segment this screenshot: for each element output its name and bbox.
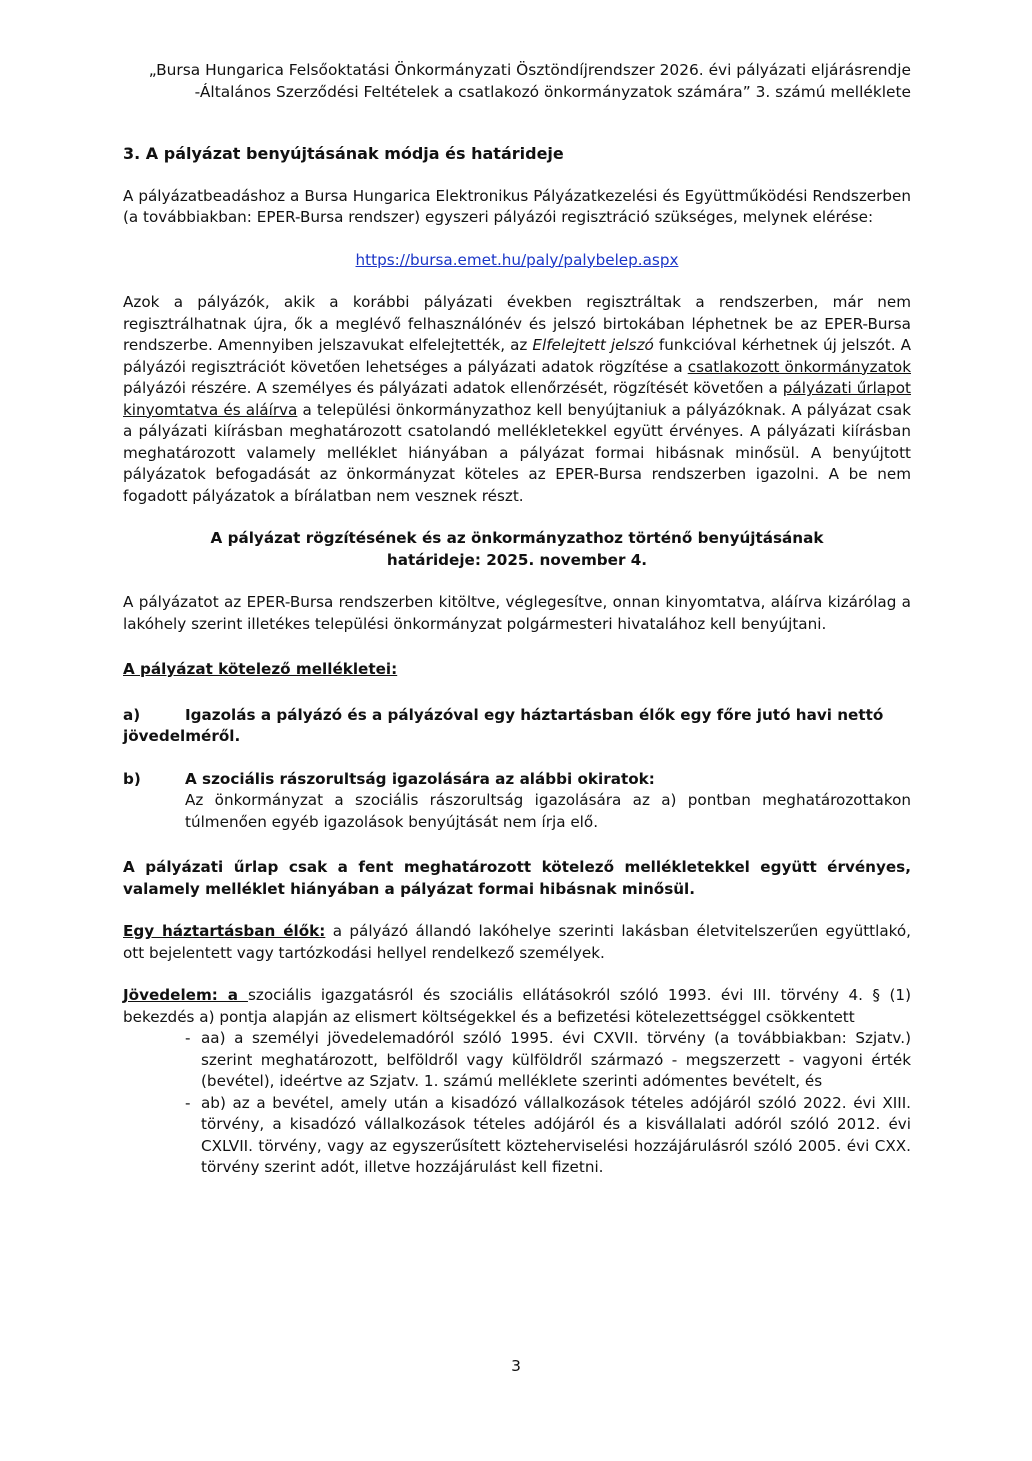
page-number: 3 <box>511 1357 521 1375</box>
text-run: funkcióval kérhetnek új jelszót. A pályázói regisztrációt követően lehetséges a pályázati adatok rögzítése a <box>123 336 911 376</box>
attachment-b-label: b) <box>123 769 141 788</box>
attachment-a-title: Igazolás a pályázó és a pályázóval egy háztartásban élők egy főre jutó havi nettó jövedelméről. <box>123 705 884 745</box>
income-list-item-ab <box>185 1093 911 1179</box>
print-sign-form-term: pályázati űrlapot kinyomtatva és aláírva <box>123 379 911 419</box>
text-run: Azok a pályázók, akik a korábbi pályázati években regisztráltak a rendszerben, már nem regisztrálhatnak újra, ők a meglévő felhasználónév és jelszó birtokában léphetnek be az EPER-Bursa rendszerbe. Amennyiben jelszavukat elfelejtették, az <box>123 293 911 354</box>
income-definition <box>123 985 911 1028</box>
attachments-title: A pályázat kötelező mellékletei: <box>123 660 398 678</box>
household-term: Egy háztartásban élők: <box>123 922 326 940</box>
document-header: „Bursa Hungarica Felsőoktatási Önkormányzati Ösztöndíjrendszer 2026. évi pályázati eljárásrendje -Általános Szerződési Feltételek a csatlakozó önkormányzatok számára” 3. számú melléklete <box>148 61 911 101</box>
attachment-item-b <box>123 769 911 834</box>
attachment-b-content <box>185 769 911 834</box>
income-list-item-aa <box>185 1028 911 1093</box>
text-run: a települési önkormányzathoz kell benyújtaniuk a pályázóknak. A pályázat csak a pályázati kiírásban meghatározott csatolandó mellékletekkel együtt érvényes. A pályázati kiírásban meghatározott valamely melléklet hiányában a pályázat formai hibásnak minősül. A benyújtott pályázatok befogadását az önkormányzat köteles az EPER-Bursa rendszerben igazolni. A be nem fogadott pályázatok a bírálatban nem vesznek részt. <box>123 400 911 505</box>
forgot-password-term: Elfelejtett jelszó <box>532 336 654 354</box>
registration-paragraph <box>123 292 911 507</box>
income-item-aa-text: aa) a személyi jövedelemadóról szóló 1995. évi CXVII. törvény (a továbbiakban: Szjatv.) szerint meghatározott, belföldről vagy külföldről származó - megszerzett - vagyoni érték (bevétel), ideértve az Szjatv. 1. számú melléklete szerinti adómentes bevételt, és <box>201 1029 911 1090</box>
joined-municipalities-term: csatlakozott önkormányzatok <box>687 357 911 376</box>
income-list <box>185 1028 911 1179</box>
income-item-ab-text: ab) az a bevétel, amely után a kisadózó vállalkozások tételes adójáról szóló 2022. évi XIII. törvény, a kisadózó vállalkozások tételes adójáról és a kisvállalati adóról szóló 2012. évi CXLVII. törvény, vagy az egyszerűsített közteherviselési hozzájárulásról szóló 2005. évi CXX. törvény szerint adót, illetve hozzájárulást kell fizetni. <box>201 1093 911 1176</box>
dash-bullet: - <box>185 1093 191 1112</box>
attachment-a-label: a) <box>123 705 141 724</box>
submission-paragraph: A pályázatot az EPER-Bursa rendszerben kitöltve, véglegesítve, onnan kinyomtatva, aláírva kizárólag a lakóhely szerint illetékes települési önkormányzat polgármesteri hivatalához kell benyújtani. <box>123 593 911 633</box>
document-page <box>123 60 911 1179</box>
registration-link-line <box>123 250 911 272</box>
income-def: szociális igazgatásról és szociális ellátásokról szóló 1993. évi III. törvény 4. § (1) bekezdés a) pontja alapján az elismert költségekkel és a befizetési kötelezettséggel csökkentett <box>123 986 911 1026</box>
text-run: pályázói részére. A személyes és pályázati adatok ellenőrzését, rögzítését követően a <box>123 379 783 397</box>
attachment-b-title: A szociális rászorultság igazolására az alábbi okiratok: <box>185 769 655 788</box>
attachment-b-body: Az önkormányzat a szociális rászorultság igazolására az a) pontban meghatározottakon túlmenően egyéb igazolások benyújtását nem írja elő. <box>185 791 911 831</box>
dash-bullet: - <box>185 1029 191 1047</box>
household-definition <box>123 921 911 964</box>
deadline-line-2: határideje: 2025. november 4. <box>386 550 648 569</box>
deadline-line-1: A pályázat rögzítésének és az önkormányzathoz történő benyújtásának <box>210 529 824 547</box>
intro-paragraph: A pályázatbeadáshoz a Bursa Hungarica Elektronikus Pályázatkezelési és Együttműködési Rendszerben (a továbbiakban: EPER-Bursa rendszer) egyszeri pályázói regisztráció szükséges, melynek elérése: <box>123 186 911 226</box>
income-term: Jövedelem: a <box>123 986 248 1004</box>
attachment-item-a <box>123 705 911 748</box>
deadline-block <box>123 528 911 571</box>
attachment-a-text <box>123 705 911 748</box>
registration-link[interactable]: https://bursa.emet.hu/paly/palybelep.aspx <box>355 250 679 269</box>
section-title: 3. A pályázat benyújtásának módja és határideje <box>123 144 564 163</box>
validity-warning: A pályázati űrlap csak a fent meghatározott kötelező mellékletekkel együtt érvényes, valamely melléklet hiányában a pályázat formai hibásnak minősül. <box>123 858 911 898</box>
household-def: a pályázó állandó lakóhelye szerinti lakásban életvitelszerűen együttlakó, ott bejelentett vagy tartózkodási hellyel rendelkező személyek. <box>123 922 911 962</box>
